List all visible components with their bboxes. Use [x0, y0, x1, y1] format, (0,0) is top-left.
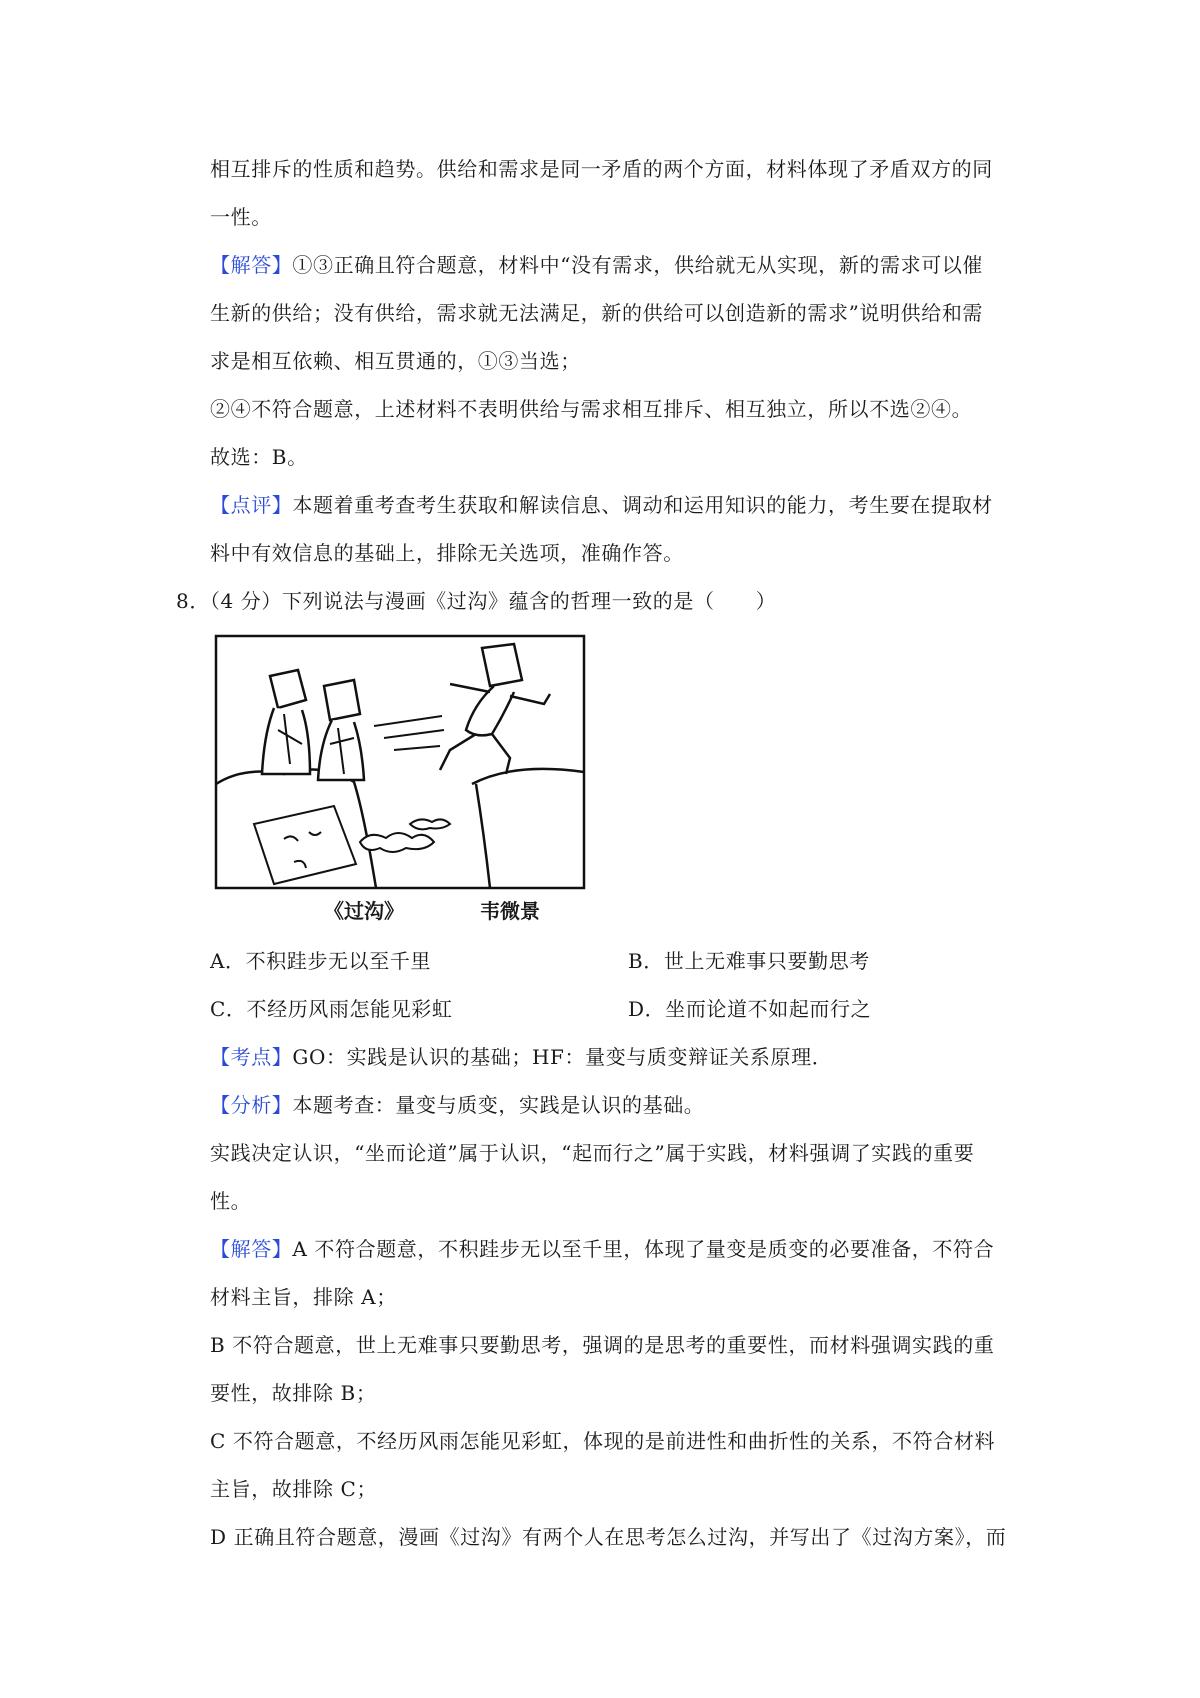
q8-answer-line: 材料主旨，排除 A； [210, 1285, 397, 1309]
option-a: A．不积跬步无以至千里 [210, 949, 432, 973]
q8-answer-line: B 不符合题意，世上无难事只要勤思考，强调的是思考的重要性，而材料强调实践的重 [210, 1333, 995, 1357]
q8-analysis-line: 性。 [210, 1189, 252, 1213]
answer-tag: 【解答】 [210, 253, 293, 277]
q7-comment-line: 【点评】本题着重考查考生获取和解读信息、调动和运用知识的能力，考生要在提取材 [210, 493, 993, 517]
q8-answer-line: C 不符合题意，不经历风雨怎能见彩虹，体现的是前进性和曲折性的关系，不符合材料 [210, 1429, 996, 1453]
comment-tag: 【点评】 [210, 493, 293, 517]
cartoon-title: 《过沟》 [324, 899, 404, 923]
cartoon-image [214, 634, 586, 890]
q8-stem: 8．（4 分）下列说法与漫画《过沟》蕴含的哲理一致的是（ ） [176, 589, 777, 613]
q8-point-line: 【考点】GO：实践是认识的基础；HF：量变与质变辩证关系原理． [210, 1045, 833, 1069]
option-c: C．不经历风雨怎能见彩虹 [210, 997, 453, 1021]
option-b: B．世上无难事只要勤思考 [628, 949, 870, 973]
q7-answer-line: 生新的供给；没有供给，需求就无法满足，新的供给可以创造新的需求”说明供给和需 [210, 301, 984, 325]
q8-answer-line: 【解答】A 不符合题意，不积跬步无以至千里，体现了量变是质变的必要准备，不符合 [210, 1237, 995, 1261]
paragraph-line: 一性。 [210, 205, 272, 229]
q8-analysis-line: 【分析】本题考查：量变与质变，实践是认识的基础。 [210, 1093, 705, 1117]
q8-analysis-line: 实践决定认识，“坐而论道”属于认识，“起而行之”属于实践，材料强调了实践的重要 [210, 1141, 975, 1165]
cartoon-author: 韦微景 [480, 899, 540, 923]
q7-comment-line: 料中有效信息的基础上，排除无关选项，准确作答。 [210, 541, 684, 565]
q7-answer-line: ②④不符合题意，上述材料不表明供给与需求相互排斥、相互独立，所以不选②④。 [210, 397, 973, 421]
point-tag: 【考点】 [210, 1045, 293, 1069]
q7-answer-line: 故选：B。 [210, 445, 308, 469]
option-d: D．坐而论道不如起而行之 [628, 997, 872, 1021]
paragraph-line: 相互排斥的性质和趋势。供给和需求是同一矛盾的两个方面，材料体现了矛盾双方的同 [210, 157, 993, 181]
q8-answer-line: 主旨，故排除 C； [210, 1477, 378, 1501]
analysis-tag: 【分析】 [210, 1093, 293, 1117]
answer-tag: 【解答】 [210, 1237, 293, 1261]
q8-answer-line: 要性，故排除 B； [210, 1381, 377, 1405]
q7-answer-line: 【解答】①③正确且符合题意，材料中“没有需求，供给就无从实现，新的需求可以催 [210, 253, 984, 277]
q8-answer-line: D 正确且符合题意，漫画《过沟》有两个人在思考怎么过沟，并写出了《过沟方案》，而 [210, 1525, 1007, 1549]
q7-answer-line: 求是相互依赖、相互贯通的，①③当选； [210, 349, 581, 373]
